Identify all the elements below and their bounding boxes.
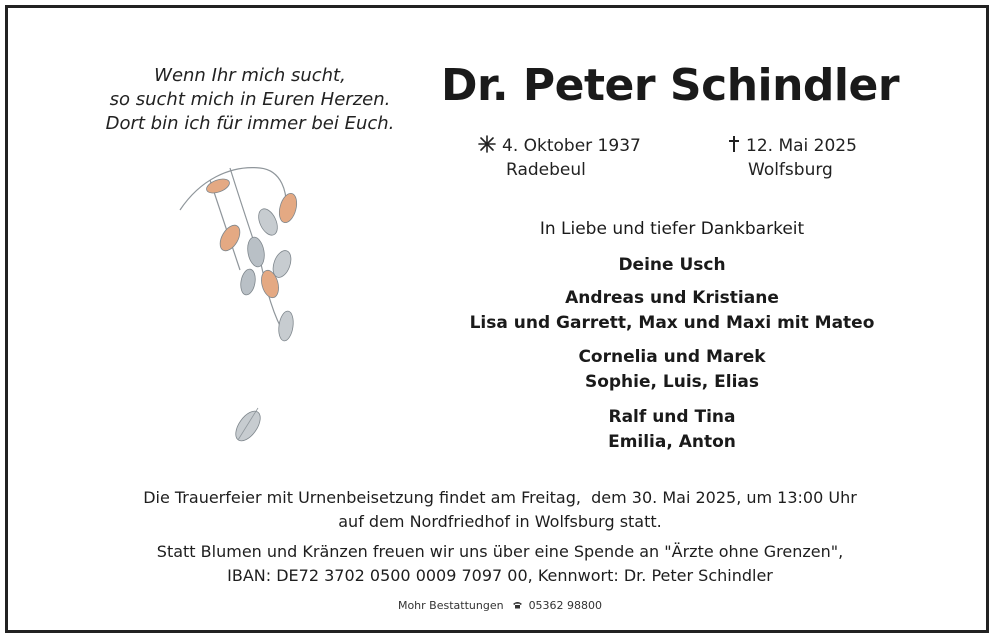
deceased-name: Dr. Peter Schindler bbox=[440, 60, 900, 111]
family-group bbox=[422, 345, 922, 395]
falling-leaf-icon bbox=[228, 400, 268, 450]
family-line: Sophie, Luis, Elias bbox=[584, 372, 760, 392]
family-group bbox=[422, 286, 922, 336]
donation-line: IBAN: DE72 3702 0500 0009 7097 00, Kennwort: Dr. Peter Schindler bbox=[227, 566, 773, 585]
birth-info bbox=[478, 134, 641, 182]
star-icon bbox=[478, 135, 496, 153]
family-line: Lisa und Garrett, Max und Maxi mit Mateo bbox=[469, 313, 875, 333]
death-date: 12. Mai 2025 bbox=[746, 136, 857, 156]
family-line: Cornelia und Marek bbox=[578, 347, 766, 367]
family-line: Andreas und Kristiane bbox=[565, 288, 779, 308]
dedication: In Liebe und tiefer Dankbarkeit bbox=[539, 219, 805, 239]
undertaker-footer bbox=[300, 599, 700, 612]
death-place: Wolfsburg bbox=[748, 160, 833, 180]
family-line: Ralf und Tina bbox=[608, 407, 736, 427]
telephone-icon bbox=[512, 601, 523, 609]
poem-line: Wenn Ihr mich sucht, bbox=[154, 65, 346, 86]
poem-line: Dort bin ich für immer bei Euch. bbox=[105, 113, 395, 134]
donation-line: Statt Blumen und Kränzen freuen wir uns über eine Spende an "Ärzte ohne Grenzen", bbox=[156, 542, 844, 561]
cross-icon bbox=[728, 135, 740, 153]
family-line: Emilia, Anton bbox=[608, 432, 736, 452]
ceremony-line: auf dem Nordfriedhof in Wolfsburg statt. bbox=[338, 512, 662, 531]
death-info bbox=[728, 134, 857, 182]
poem bbox=[60, 64, 440, 136]
undertaker-name: Mohr Bestattungen bbox=[397, 599, 504, 612]
undertaker-phone: 05362 98800 bbox=[528, 599, 603, 612]
family-line: Deine Usch bbox=[618, 255, 726, 275]
leaf-branch-icon bbox=[170, 160, 330, 350]
birth-date: 4. Oktober 1937 bbox=[502, 136, 641, 156]
family-group bbox=[422, 253, 922, 278]
ceremony-line: Die Trauerfeier mit Urnenbeisetzung findet am Freitag, dem 30. Mai 2025, um 13:00 Uhr bbox=[143, 488, 857, 507]
family-group bbox=[422, 405, 922, 455]
birth-place: Radebeul bbox=[506, 160, 586, 180]
donation-info bbox=[40, 540, 960, 588]
ceremony-info bbox=[40, 486, 960, 534]
poem-line: so sucht mich in Euren Herzen. bbox=[109, 89, 391, 110]
